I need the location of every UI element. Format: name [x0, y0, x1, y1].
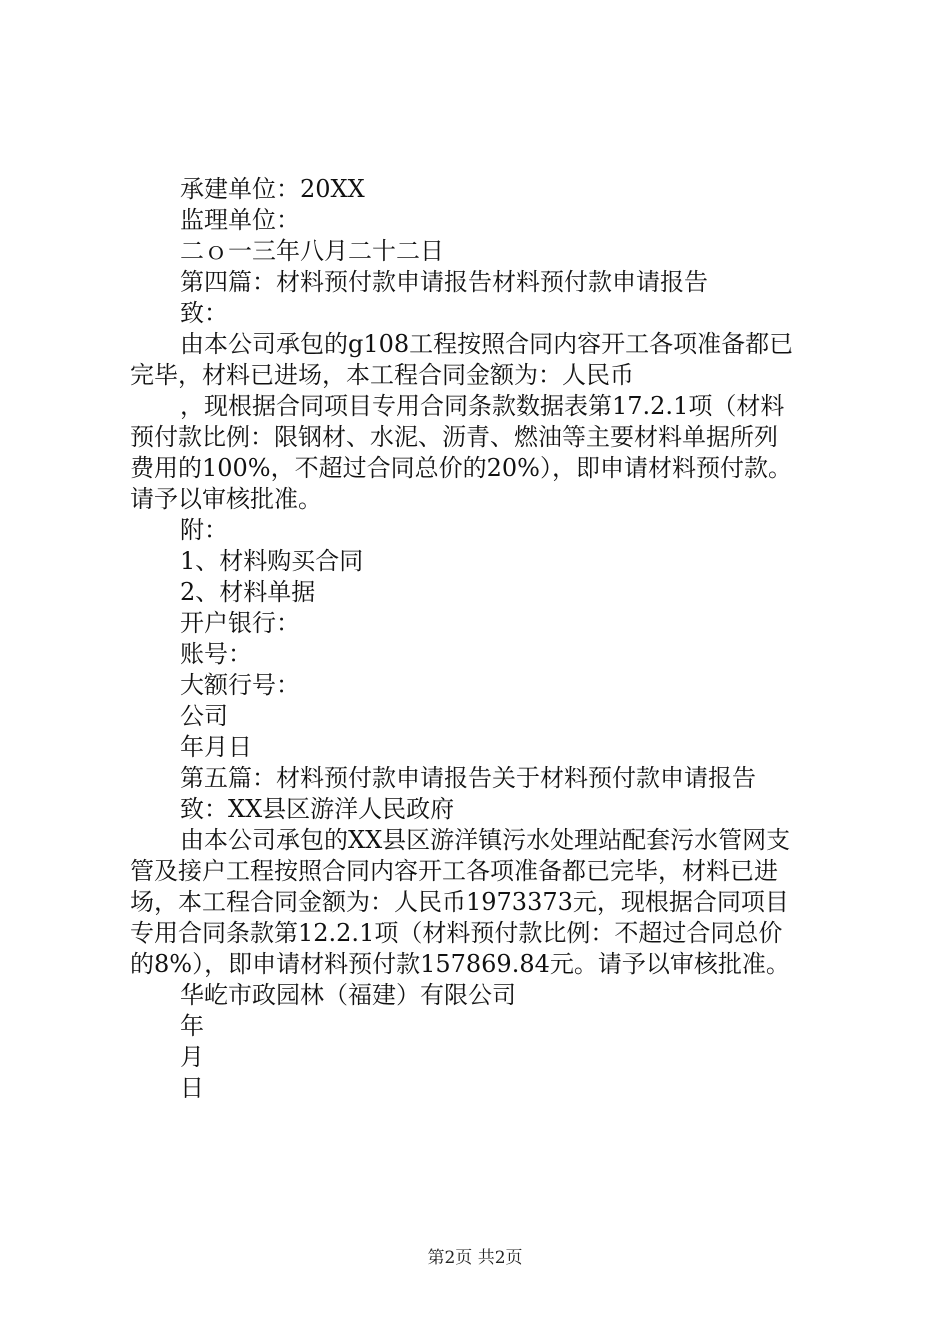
attachment-label: 附： — [180, 516, 228, 544]
bank-code-line: 大额行号： — [180, 671, 300, 699]
date-line: 二ｏ一三年八月二十二日 — [180, 237, 444, 265]
page-footer: 第2页 共2页 — [427, 1248, 523, 1268]
paragraph-line: 完毕，材料已进场，本工程合同金额为：人民币 — [130, 361, 634, 389]
date-placeholder-line: 年月日 — [180, 733, 252, 761]
paragraph-line: 的8%），即申请材料预付款157869.84元。请予以审核批准。 — [130, 950, 790, 978]
year-line: 年 — [180, 1012, 204, 1040]
day-line: 日 — [180, 1074, 204, 1102]
paragraph-line: 管及接户工程按照合同内容开工各项准备都已完毕，材料已进 — [130, 857, 778, 885]
document-body — [130, 174, 840, 1104]
attachment-item: 1、材料购买合同 — [180, 547, 364, 575]
paragraph-line: 由本公司承包的g108工程按照合同内容开工各项准备都已 — [180, 330, 794, 358]
attachment-item: 2、材料单据 — [180, 578, 316, 606]
company-signature-line: 华屹市政园林（福建）有限公司 — [180, 981, 516, 1009]
paragraph-line: 请予以审核批准。 — [130, 485, 322, 513]
addressee-line: 致：XX县区游洋人民政府 — [180, 795, 455, 823]
paragraph-line: 由本公司承包的XX县区游洋镇污水处理站配套污水管网支 — [180, 826, 791, 854]
builder-unit-line: 承建单位：20XX — [180, 175, 365, 203]
paragraph-line: ，现根据合同项目专用合同条款数据表第17.2.1项（材料 — [180, 392, 785, 420]
company-line: 公司 — [180, 702, 228, 730]
month-line: 月 — [180, 1043, 204, 1071]
account-line: 账号： — [180, 640, 252, 668]
bank-line: 开户银行： — [180, 609, 300, 637]
section-four-heading: 第四篇：材料预付款申请报告材料预付款申请报告 — [180, 268, 708, 296]
paragraph-line: 预付款比例：限钢材、水泥、沥青、燃油等主要材料单据所列 — [130, 423, 778, 451]
paragraph-line: 费用的100%，不超过合同总价的20%），即申请材料预付款。 — [130, 454, 792, 482]
paragraph-line: 场，本工程合同金额为：人民币1973373元，现根据合同项目 — [130, 888, 789, 916]
paragraph-line: 专用合同条款第12.2.1项（材料预付款比例：不超过合同总价 — [130, 919, 783, 947]
supervisor-unit-line: 监理单位： — [180, 206, 300, 234]
section-five-heading: 第五篇：材料预付款申请报告关于材料预付款申请报告 — [180, 764, 756, 792]
addressee-line: 致： — [180, 299, 228, 327]
